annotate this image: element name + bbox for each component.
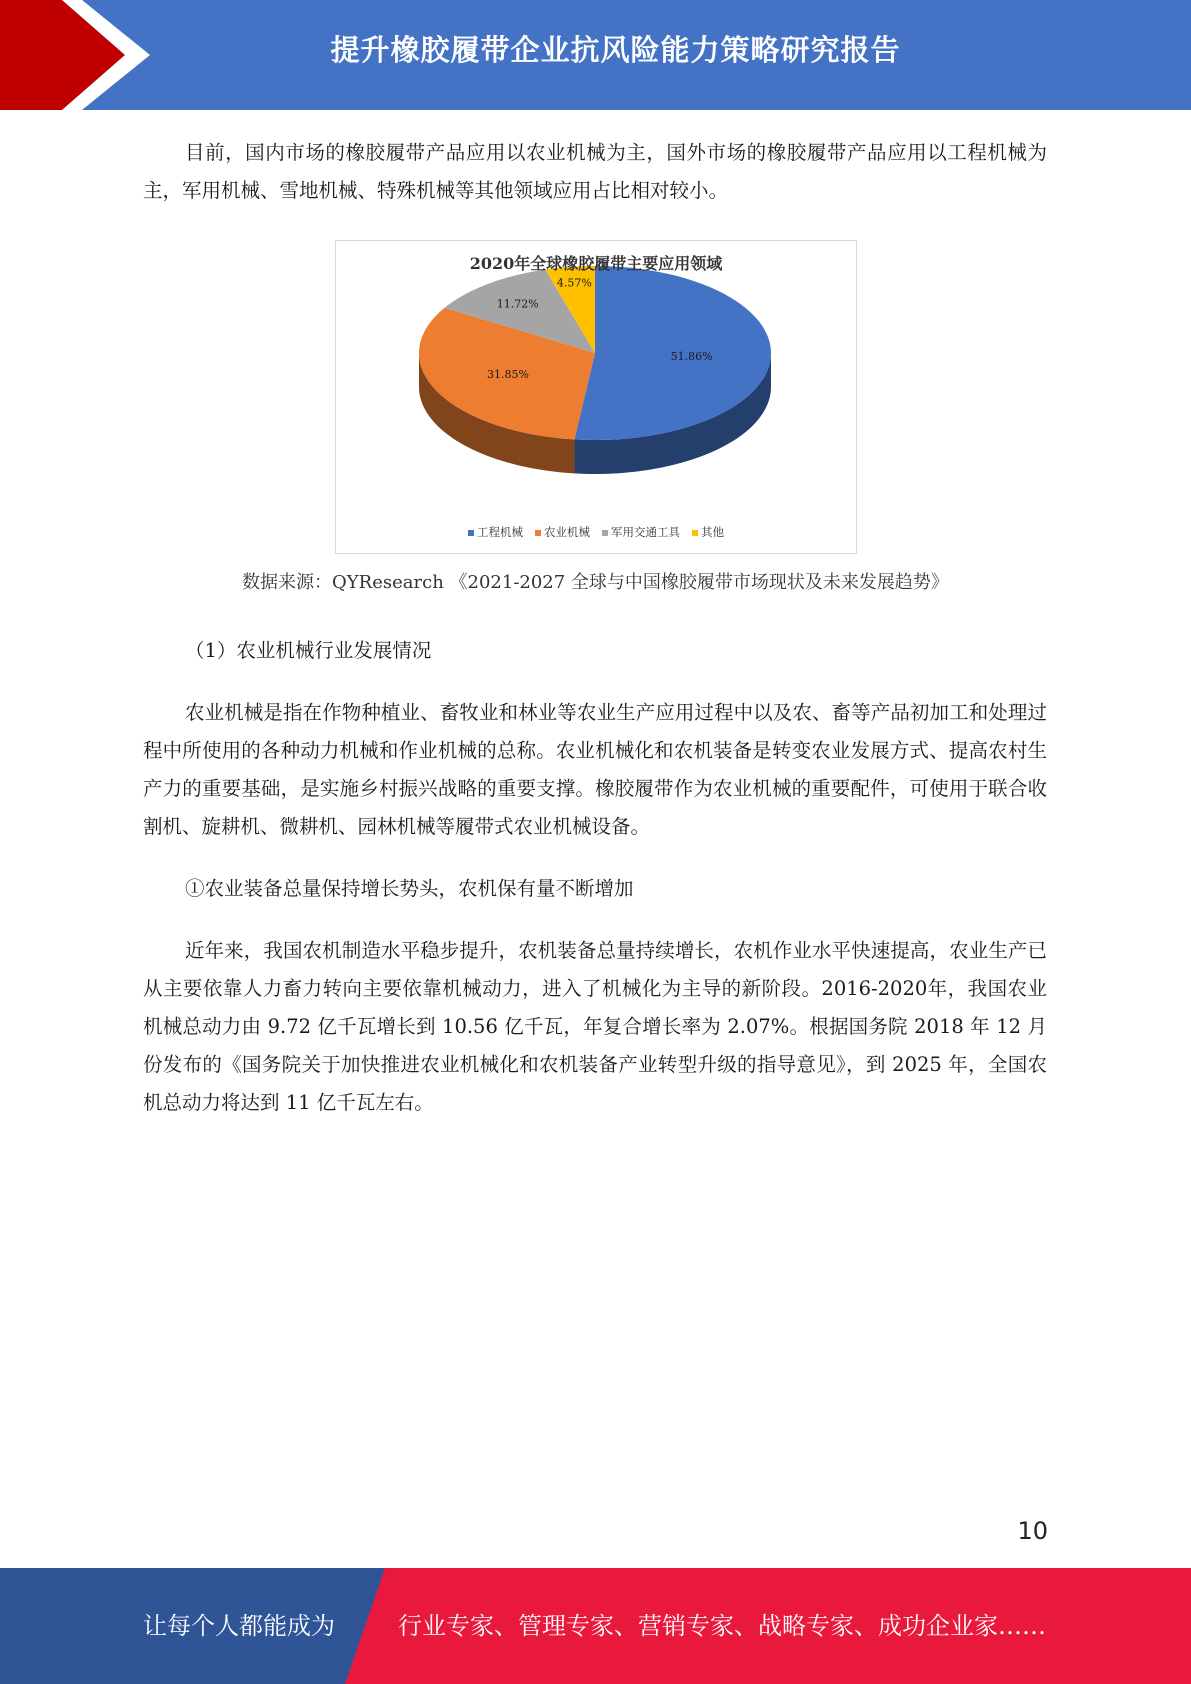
data-source-caption: 数据来源：QYResearch 《2021-2027 全球与中国橡胶履带市场现状及未来发展趋势》	[242, 572, 949, 593]
chart-legend	[336, 524, 856, 540]
equipment-growth-paragraph: 近年来，我国农机制造水平稳步提升，农机装备总量持续增长，农机作业水平快速提高，农业生产已从主要依靠人力畜力转向主要依靠机械动力，进入了机械化为主导的新阶段。2016-2020年，我国农业机械总动力由 9.72 亿千瓦增长到 10.56 亿千瓦，年复合增长率为 2.07%。根据国务院 2018 年 12 月份发布的《国务院关于加快推进农业机械化和农机装备产业转型升级的指导意见》，到 2025 年，全国农机总动力将达到 11 亿千瓦左右。	[143, 939, 1047, 1114]
legend-label-0: 工程机械	[477, 525, 523, 539]
legend-item-1	[535, 524, 590, 540]
pie-chart-canvas	[336, 241, 856, 553]
chart-title: 2020年全球橡胶履带主要应用领域	[469, 254, 723, 273]
intro-paragraph: 目前，国内市场的橡胶履带产品应用以农业机械为主，国外市场的橡胶履带产品应用以工程机械为主，军用机械、雪地机械、特殊机械等其他领域应用占比相对较小。	[143, 141, 1047, 202]
legend-swatch-1	[535, 530, 541, 536]
pie-data-label-2: 11.72%	[496, 297, 539, 311]
legend-swatch-2	[602, 530, 608, 536]
section-heading-agri-machinery: （1）农业机械行业发展情况	[185, 639, 432, 662]
legend-label-2: 军用交通工具	[611, 525, 680, 539]
pie-data-label-0: 51.86%	[670, 349, 713, 363]
pie-chart	[335, 240, 857, 554]
agri-machinery-paragraph: 农业机械是指在作物种植业、畜牧业和林业等农业生产应用过程中以及农、畜等产品初加工和处理过程中所使用的各种动力机械和作业机械的总称。农业机械化和农机装备是转变农业发展方式、提高农村生产力的重要基础，是实施乡村振兴战略的重要支撑。橡胶履带作为农业机械的重要配件，可使用于联合收割机、旋耕机、微耕机、园林机械等履带式农业机械设备。	[143, 701, 1047, 838]
legend-swatch-0	[468, 530, 474, 536]
footer-slogan-left: 让每个人都能成为	[143, 1612, 335, 1640]
legend-swatch-3	[692, 530, 698, 536]
legend-item-2	[602, 524, 680, 540]
subsection-heading-equipment-growth: ①农业装备总量保持增长势头，农机保有量不断增加	[185, 877, 634, 900]
legend-label-1: 农业机械	[544, 525, 590, 539]
page-footer	[0, 1568, 1191, 1684]
pie-data-label-3: 4.57%	[556, 276, 592, 290]
report-title: 提升橡胶履带企业抗风险能力策略研究报告	[330, 33, 901, 67]
page-number: 10	[1017, 1517, 1048, 1545]
legend-item-0	[468, 524, 523, 540]
legend-item-3	[692, 524, 724, 540]
legend-label-3: 其他	[701, 525, 724, 539]
page-header	[0, 0, 1191, 110]
pie-data-label-1: 31.85%	[487, 367, 529, 381]
footer-slogan-right: 行业专家、管理专家、营销专家、战略专家、成功企业家……	[398, 1612, 1046, 1640]
